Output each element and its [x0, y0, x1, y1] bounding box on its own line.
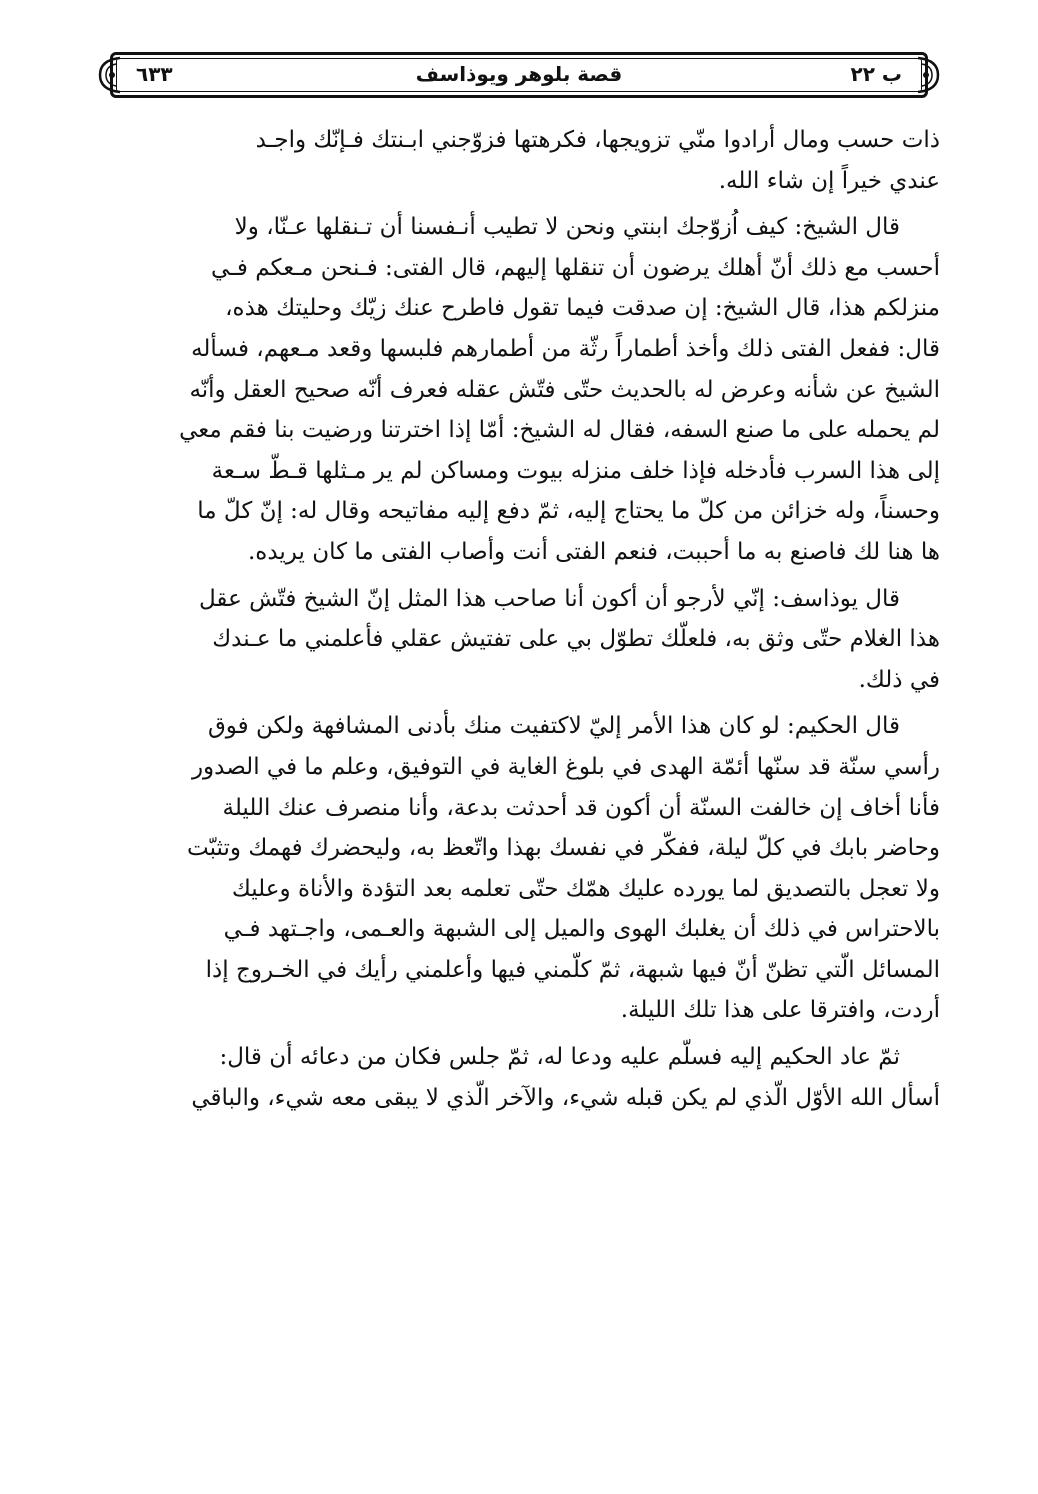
text-line: أردت، وافترقا على هذا تلك الليلة. — [620, 997, 940, 1024]
page-header — [96, 52, 942, 98]
page-number: ٦٣٣ — [136, 62, 173, 86]
text-line: قال: ففعل الفتى ذلك وأخذ أطماراً رثّة من أطمارهم فلبسها وقعد مـعهم، فسأله — [191, 335, 940, 362]
text-line: بالاحتراس في ذلك أن يغلبك الهوى والميل إلى الشبهة والعـمى، واجـتهد فـي — [223, 916, 940, 943]
paragraph — [104, 1037, 940, 1118]
text-line: أسأل الله الأوّل الّذي لم يكن قبله شيء، والآخر الّذي لا يبقى معه شيء، والباقي — [191, 1084, 940, 1111]
text-line: وحاضر بابك في كلّ ليلة، ففكّر في نفسك بهذا واتّعظ به، وليحضرك فهمك وتثبّت — [187, 835, 940, 862]
text-line: رأسي سنّة قد سنّها أئمّة الهدى في بلوغ الغاية في التوفيق، وعلم ما في الصدور — [191, 753, 940, 780]
text-line: قال الحكيم: لو كان هذا الأمر إليّ لاكتفيت منك بأدنى المشافهة ولكن فوق — [207, 713, 900, 740]
text-line: الشيخ عن شأنه وعرض له بالحديث حتّى فتّش عقله فعرف أنّه صحيح العقل وأنّه — [189, 376, 940, 403]
chapter-label: ب ٢٢ — [850, 62, 902, 86]
paragraph — [104, 207, 940, 572]
text-line: فأنا أخاف إن خالفت السنّة أن أكون قد أحدثت بدعة، وأنا منصرف عنك الليلة — [222, 794, 940, 821]
text-line: إلى هذا السرب فأدخله فإذا خلف منزله بيوت ومساكن لم ير مـثلها قـطّ سـعة — [211, 457, 940, 484]
text-line: ثمّ عاد الحكيم إليه فسلّم عليه ودعا له، ثمّ جلس فكان من دعائه أن قال: — [219, 1044, 900, 1071]
text-line: المسائل الّتي تظنّ أنّ فيها شبهة، ثمّ كلّمني فيها وأعلمني رأيك في الخـروج إذا — [205, 956, 940, 983]
paragraph — [104, 120, 940, 201]
text-line: في ذلك. — [858, 666, 940, 693]
text-line: منزلكم هذا، قال الشيخ: إن صدقت فيما تقول فاطرح عنك زيّك وحليتك هذه، — [225, 295, 940, 322]
text-line: هذا الغلام حتّى وثق به، فلعلّك تطوّل بي على تفتيش عقلي فأعلمني ما عـندك — [212, 626, 940, 653]
text-line: قال يوذاسف: إنّي لأرجو أن أكون أنا صاحب هذا المثل إنّ الشيخ فتّش عقل — [199, 585, 900, 612]
running-title: قصة بلوهر ويوذاسف — [415, 62, 623, 86]
text-line: ها هنا لك فاصنع به ما أحببت، فنعم الفتى أنت وأصاب الفتى ما كان يريده. — [247, 538, 940, 565]
text-line: عندي خيراً إن شاء الله. — [718, 167, 940, 194]
text-line: أحسب مع ذلك أنّ أهلك يرضون أن تنقلها إليهم، قال الفتى: فـنحن مـعكم فـي — [211, 254, 940, 281]
paragraph — [104, 706, 940, 1031]
body-text — [104, 120, 940, 1118]
text-line: قال الشيخ: كيف اُزوّجك ابنتي ونحن لا تطيب أنـفسنا أن تـنقلها عـنّا، ولا — [234, 214, 900, 241]
text-line: لم يحمله على ما صنع السفه، فقال له الشيخ: أمّا إذا اخترتنا ورضيت بنا فقم معي — [179, 417, 940, 444]
text-line: ولا تعجل بالتصديق لما يورده عليك همّك حتّى تعلمه بعد التؤدة والأناة وعليك — [231, 875, 940, 902]
text-line: ذات حسب ومال أرادوا منّي تزويجها، فكرهتها فزوّجني ابـنتك فـإنّك واجـد — [255, 127, 940, 153]
text-line: وحسناً، وله خزائن من كلّ ما يحتاج إليه، ثمّ دفع إليه مفاتيحه وقال له: إنّ كلّ ما — [197, 498, 940, 525]
paragraph — [104, 579, 940, 701]
